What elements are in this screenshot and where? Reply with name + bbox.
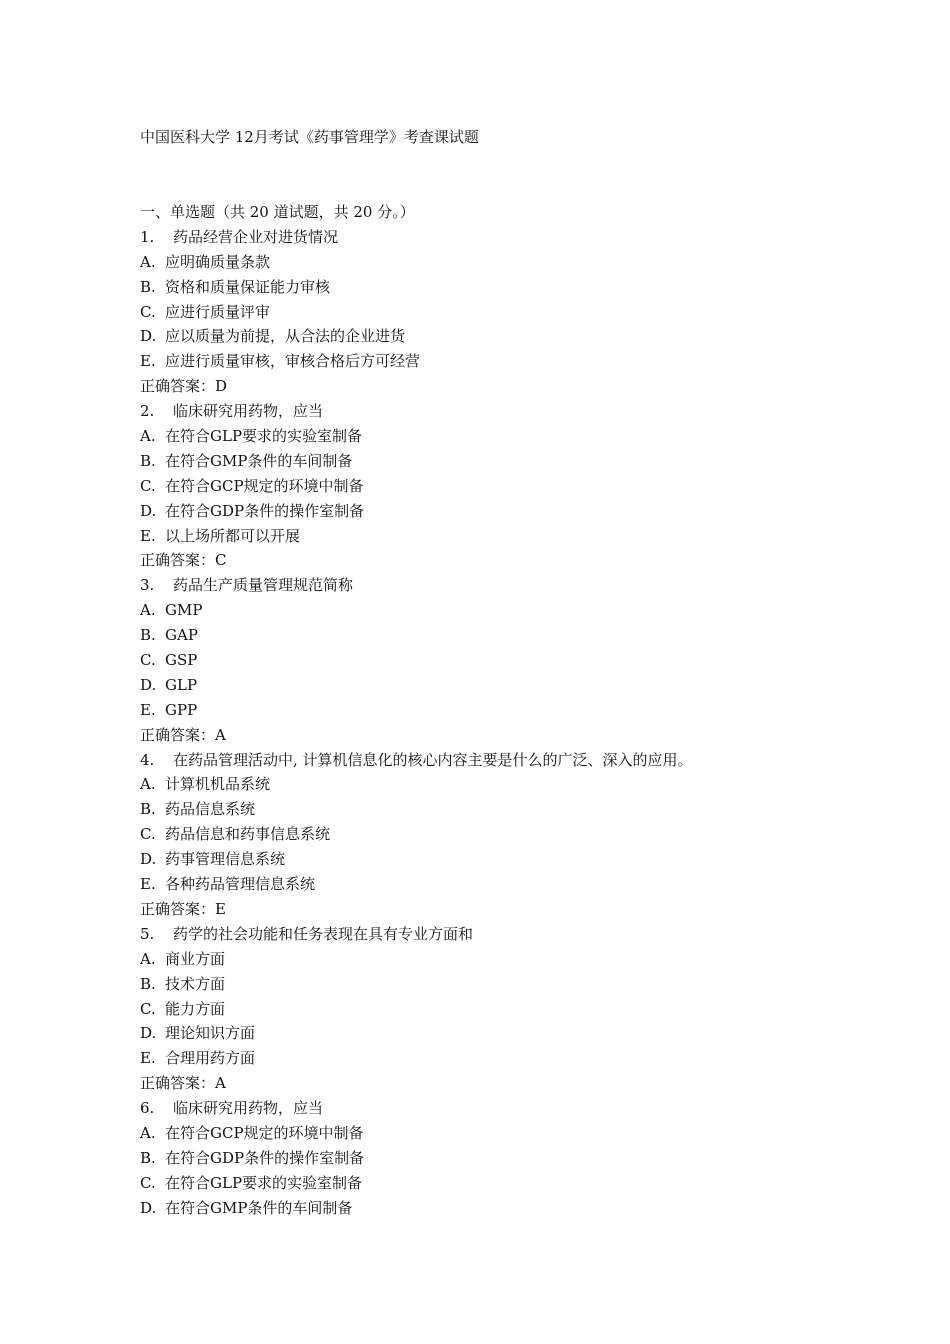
answer-option bbox=[140, 948, 920, 973]
option-letter: D. bbox=[140, 501, 157, 520]
answer-option bbox=[140, 699, 920, 724]
answer-prefix: 正确答案： bbox=[140, 899, 216, 918]
question-number: 5. bbox=[140, 924, 155, 943]
option-letter: E. bbox=[140, 1049, 156, 1068]
answer-option bbox=[140, 823, 920, 848]
section-heading: 一、单选题（共 20 道试题，共 20 分。） bbox=[140, 203, 415, 221]
option-letter: E. bbox=[140, 526, 156, 545]
answer-option bbox=[140, 525, 920, 550]
option-letter: E. bbox=[140, 352, 156, 371]
question-number: 3. bbox=[140, 576, 155, 595]
document-title: 中国医科大学 12月考试《药事管理学》考查课试题 bbox=[140, 128, 479, 146]
option-text: 在符合GMP条件的车间制备 bbox=[165, 1198, 353, 1217]
option-text: 应明确质量条款 bbox=[165, 252, 271, 271]
option-text: 能力方面 bbox=[165, 999, 226, 1018]
question-item bbox=[140, 923, 920, 1097]
option-letter: D. bbox=[140, 1198, 157, 1217]
option-letter: B. bbox=[140, 277, 156, 296]
option-letter: C. bbox=[140, 302, 156, 321]
answer-option bbox=[140, 350, 920, 375]
answer-option bbox=[140, 674, 920, 699]
question-text: 临床研究用药物，应当 bbox=[173, 402, 324, 421]
option-text: 药品信息和药事信息系统 bbox=[165, 825, 331, 844]
option-text: GAP bbox=[165, 626, 198, 645]
option-text: 在符合GMP条件的车间制备 bbox=[165, 451, 353, 470]
answer-option bbox=[140, 1197, 920, 1222]
question-stem bbox=[140, 400, 920, 425]
option-text: GMP bbox=[165, 601, 203, 620]
option-text: 应进行质量评审 bbox=[165, 302, 271, 321]
document-body bbox=[140, 201, 920, 1222]
option-text: 合理用药方面 bbox=[165, 1049, 256, 1068]
question-item bbox=[140, 226, 920, 400]
option-letter: D. bbox=[140, 675, 157, 694]
question-text: 药品经营企业对进货情况 bbox=[173, 227, 339, 246]
option-letter: C. bbox=[140, 825, 156, 844]
answer-value: A bbox=[215, 1074, 226, 1093]
option-text: GSP bbox=[165, 651, 198, 670]
correct-answer bbox=[140, 724, 920, 749]
option-letter: A. bbox=[140, 775, 156, 794]
answer-option bbox=[140, 973, 920, 998]
answer-option bbox=[140, 998, 920, 1023]
answer-option bbox=[140, 624, 920, 649]
answer-prefix: 正确答案： bbox=[140, 725, 216, 744]
option-text: 以上场所都可以开展 bbox=[165, 526, 301, 545]
question-stem bbox=[140, 1097, 920, 1122]
answer-prefix: 正确答案： bbox=[140, 1074, 216, 1093]
question-text: 临床研究用药物，应当 bbox=[173, 1099, 324, 1118]
option-letter: A. bbox=[140, 427, 156, 446]
answer-prefix: 正确答案： bbox=[140, 551, 216, 570]
answer-option bbox=[140, 1122, 920, 1147]
option-text: 在符合GCP规定的环境中制备 bbox=[165, 476, 364, 495]
answer-option bbox=[140, 276, 920, 301]
question-list bbox=[140, 226, 920, 1222]
question-stem bbox=[140, 574, 920, 599]
answer-option bbox=[140, 649, 920, 674]
option-letter: B. bbox=[140, 626, 156, 645]
answer-value: A bbox=[215, 725, 226, 744]
answer-option bbox=[140, 1172, 920, 1197]
question-item bbox=[140, 400, 920, 574]
option-text: 在符合GLP要求的实验室制备 bbox=[165, 1173, 363, 1192]
answer-option bbox=[140, 798, 920, 823]
option-text: 药品信息系统 bbox=[165, 800, 256, 819]
option-letter: B. bbox=[140, 800, 156, 819]
answer-option bbox=[140, 475, 920, 500]
question-number: 4. bbox=[140, 750, 155, 769]
correct-answer bbox=[140, 898, 920, 923]
correct-answer bbox=[140, 549, 920, 574]
option-text: 计算机机品系统 bbox=[165, 775, 271, 794]
correct-answer bbox=[140, 1072, 920, 1097]
answer-option bbox=[140, 325, 920, 350]
answer-option bbox=[140, 773, 920, 798]
correct-answer bbox=[140, 375, 920, 400]
option-text: 资格和质量保证能力审核 bbox=[165, 277, 331, 296]
option-text: 理论知识方面 bbox=[165, 1024, 256, 1043]
answer-option bbox=[140, 873, 920, 898]
answer-value: D bbox=[215, 377, 228, 396]
option-letter: C. bbox=[140, 999, 156, 1018]
answer-value: C bbox=[215, 551, 227, 570]
question-text: 药学的社会功能和任务表现在具有专业方面和 bbox=[173, 924, 474, 943]
answer-option bbox=[140, 1022, 920, 1047]
option-letter: A. bbox=[140, 601, 156, 620]
option-text: GPP bbox=[165, 700, 198, 719]
option-text: 在符合GLP要求的实验室制备 bbox=[165, 427, 363, 446]
question-text: 在药品管理活动中, 计算机信息化的核心内容主要是什么的广泛、深入的应用。 bbox=[173, 750, 693, 769]
answer-option bbox=[140, 500, 920, 525]
option-letter: C. bbox=[140, 476, 156, 495]
answer-prefix: 正确答案： bbox=[140, 377, 216, 396]
option-letter: D. bbox=[140, 327, 157, 346]
question-text: 药品生产质量管理规范简称 bbox=[173, 576, 354, 595]
option-text: 技术方面 bbox=[165, 974, 226, 993]
option-letter: B. bbox=[140, 451, 156, 470]
option-letter: D. bbox=[140, 850, 157, 869]
question-item bbox=[140, 749, 920, 923]
question-number: 6. bbox=[140, 1099, 155, 1118]
option-letter: C. bbox=[140, 1173, 156, 1192]
question-stem bbox=[140, 923, 920, 948]
answer-option bbox=[140, 251, 920, 276]
answer-option bbox=[140, 1147, 920, 1172]
question-stem bbox=[140, 749, 920, 774]
answer-option bbox=[140, 425, 920, 450]
option-text: 在符合GDP条件的操作室制备 bbox=[165, 501, 365, 520]
option-letter: E. bbox=[140, 875, 156, 894]
option-text: 在符合GDP条件的操作室制备 bbox=[165, 1148, 365, 1167]
answer-option bbox=[140, 599, 920, 624]
option-letter: A. bbox=[140, 252, 156, 271]
option-letter: E. bbox=[140, 700, 156, 719]
option-text: 应进行质量审核，审核合格后方可经营 bbox=[165, 352, 421, 371]
answer-option bbox=[140, 301, 920, 326]
option-text: GLP bbox=[165, 675, 198, 694]
question-number: 2. bbox=[140, 402, 155, 421]
option-letter: B. bbox=[140, 974, 156, 993]
option-text: 各种药品管理信息系统 bbox=[165, 875, 316, 894]
answer-option bbox=[140, 1047, 920, 1072]
option-text: 商业方面 bbox=[165, 949, 226, 968]
question-stem bbox=[140, 226, 920, 251]
option-letter: C. bbox=[140, 651, 156, 670]
option-letter: A. bbox=[140, 1123, 156, 1142]
option-text: 药事管理信息系统 bbox=[165, 850, 286, 869]
answer-option bbox=[140, 450, 920, 475]
option-text: 在符合GCP规定的环境中制备 bbox=[165, 1123, 364, 1142]
answer-option bbox=[140, 848, 920, 873]
option-letter: B. bbox=[140, 1148, 156, 1167]
option-letter: A. bbox=[140, 949, 156, 968]
question-item bbox=[140, 1097, 920, 1221]
option-text: 应以质量为前提，从合法的企业进货 bbox=[165, 327, 406, 346]
question-item bbox=[140, 574, 920, 748]
option-letter: D. bbox=[140, 1024, 157, 1043]
answer-value: E bbox=[215, 899, 226, 918]
question-number: 1. bbox=[140, 227, 155, 246]
